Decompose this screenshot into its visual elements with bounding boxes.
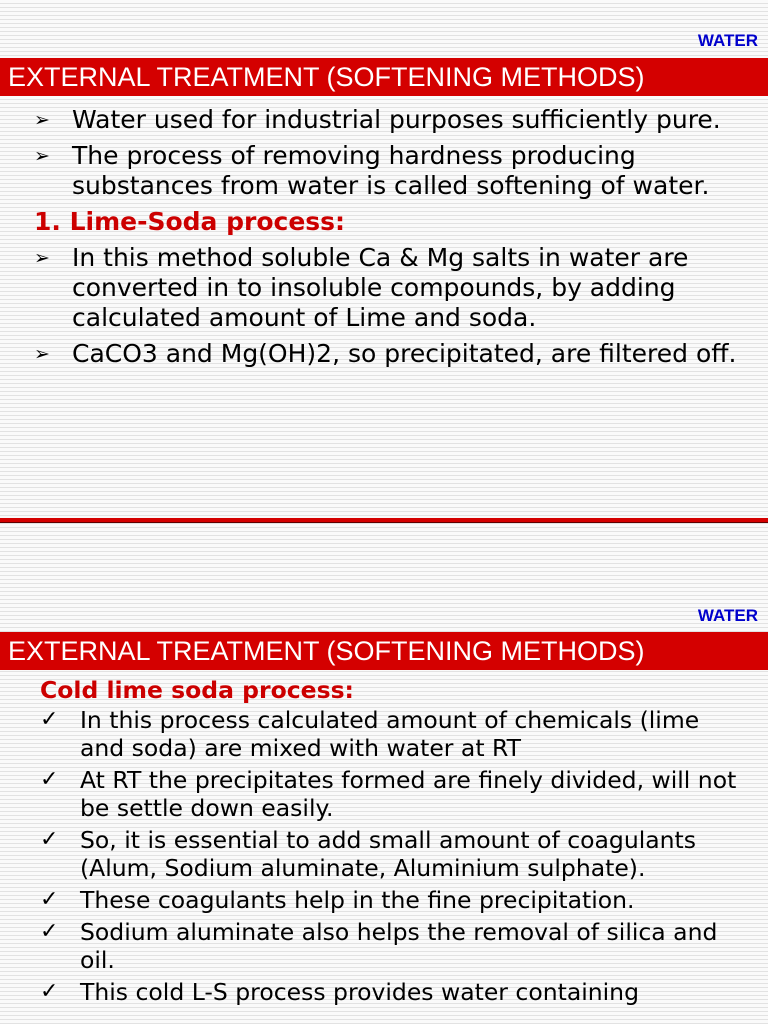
bullet-item bbox=[0, 243, 768, 333]
section-heading: Cold lime soda process: bbox=[40, 676, 354, 704]
slide-title: EXTERNAL TREATMENT (SOFTENING METHODS) bbox=[0, 58, 768, 96]
slide-content bbox=[0, 676, 768, 1010]
checkmark-bullet-icon: ✓ bbox=[40, 827, 59, 852]
checkmark-bullet-icon: ✓ bbox=[40, 707, 59, 732]
checkmark-bullet-icon: ✓ bbox=[40, 887, 59, 912]
checkmark-bullet-icon: ✓ bbox=[40, 979, 59, 1004]
section-heading: 1. Lime-Soda process: bbox=[34, 207, 346, 236]
bullet-item bbox=[0, 105, 768, 135]
checkmark-bullet-icon: ✓ bbox=[40, 919, 59, 944]
bullet-item bbox=[0, 826, 768, 882]
arrow-bullet-icon: ➢ bbox=[34, 145, 50, 167]
bullet-item bbox=[0, 339, 768, 369]
bullet-text: The process of removing hardness producing substances from water is called softening of water. bbox=[72, 141, 710, 200]
bullet-item bbox=[0, 706, 768, 762]
bullet-item bbox=[0, 918, 768, 974]
bullet-item bbox=[0, 766, 768, 822]
topic-label: WATER bbox=[697, 31, 758, 50]
slide-content bbox=[0, 105, 768, 375]
bullet-text: Water used for industrial purposes sufficiently pure. bbox=[72, 105, 721, 134]
bullet-text: In this process calculated amount of chemicals (lime and soda) are mixed with water at RT bbox=[80, 706, 700, 762]
bullet-item bbox=[0, 978, 768, 1006]
bullet-item bbox=[0, 141, 768, 201]
arrow-bullet-icon: ➢ bbox=[34, 247, 50, 269]
topic-label: WATER bbox=[697, 606, 758, 625]
bullet-text: At RT the precipitates formed are finely divided, will not be settle down easily. bbox=[80, 766, 737, 822]
arrow-bullet-icon: ➢ bbox=[34, 343, 50, 365]
slide-divider bbox=[0, 518, 768, 523]
slide-title: EXTERNAL TREATMENT (SOFTENING METHODS) bbox=[0, 632, 768, 670]
bullet-text: Sodium aluminate also helps the removal of silica and oil. bbox=[80, 918, 718, 974]
arrow-bullet-icon: ➢ bbox=[34, 109, 50, 131]
checkmark-bullet-icon: ✓ bbox=[40, 767, 59, 792]
bullet-text: This cold L-S process provides water containing bbox=[80, 978, 639, 1006]
bullet-text: CaCO3 and Mg(OH)2, so precipitated, are filtered off. bbox=[72, 339, 737, 368]
bullet-text: So, it is essential to add small amount of coagulants (Alum, Sodium aluminate, Aluminium sulphate). bbox=[80, 826, 697, 882]
bullet-text: In this method soluble Ca & Mg salts in water are converted in to insoluble compounds, by adding calculated amount of Lime and soda. bbox=[72, 243, 689, 332]
bullet-item bbox=[0, 886, 768, 914]
bullet-text: These coagulants help in the fine precipitation. bbox=[80, 886, 635, 914]
